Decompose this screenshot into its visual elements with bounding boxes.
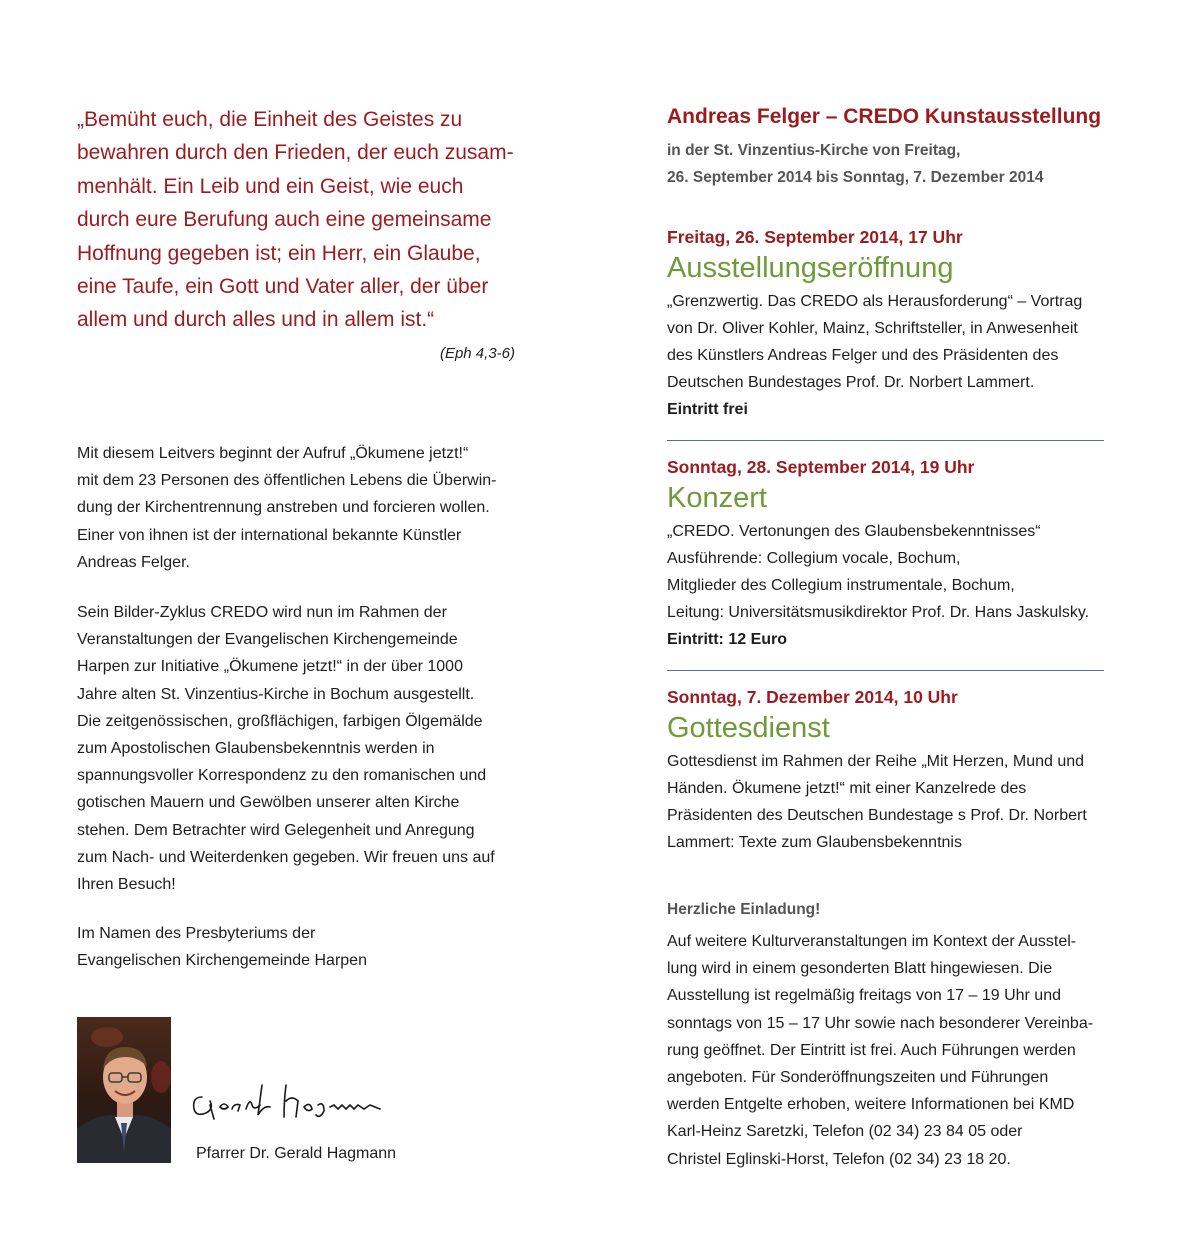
text-line: rung geöffnet. Der Eintritt ist frei. Auch Führungen werden [667,1041,1076,1059]
intro-paragraph [77,440,527,576]
text-line: mit dem 23 Personen des öffentlichen Lebens die Überwin- [77,472,497,490]
quote-line: eine Taufe, ein Gott und Vater aller, der über [77,275,489,299]
text-line: Präsidenten des Deutschen Bundestage s Prof. Dr. Norbert [667,807,1087,824]
event-description [667,748,1107,856]
event-opening [667,224,1107,423]
text-line: lung wird in einem gesonderten Blatt hingewiesen. Die [667,960,1053,978]
invitation-text [667,928,1107,1173]
event-title: Ausstellungseröffnung [667,252,954,284]
text-line: Harpen zur Initiative „Ökumene jetzt!“ in der über 1000 [77,658,463,676]
text-line: gotischen Mauern und Gewölben unserer alten Kirche [77,794,460,812]
event-concert [667,454,1107,653]
text-line: „Grenzwertig. Das CREDO als Herausforderung“ – Vortrag [667,293,1083,310]
bible-quote [77,103,522,337]
divider [667,440,1104,441]
signer-name: Pfarrer Dr. Gerald Hagmann [196,1145,397,1162]
event-title: Gottesdienst [667,712,830,744]
text-line: „CREDO. Vertonungen des Glaubensbekenntnisses“ [667,523,1041,540]
text-line: Ausstellung ist regelmäßig freitags von 17 – 19 Uhr und [667,987,1061,1005]
text-line: Karl-Heinz Saretzki, Telefon (02 34) 23 84 05 oder [667,1123,1023,1141]
event-service [667,684,1107,856]
quote-source: (Eph 4,3-6) [439,345,515,362]
event-description [667,518,1107,626]
text-line: stehen. Dem Betrachter wird Gelegenheit und Anregung [77,821,475,839]
text-line: des Künstlers Andreas Felger und des Präsidenten des [667,347,1059,364]
text-line: angeboten. Für Sonderöffnungszeiten und Führungen [667,1069,1049,1087]
text-line: Die zeitgenössischen, großflächigen, farbigen Ölgemälde [77,712,483,730]
portrait-photo [77,1017,171,1163]
text-line: Auf weitere Kulturveranstaltungen im Kontext der Ausstel- [667,933,1077,950]
event-date: Freitag, 26. September 2014, 17 Uhr [667,227,963,247]
text-line: Einer von ihnen ist der international bekannte Künstler [77,526,462,544]
invitation-heading: Herzliche Einladung! [667,901,821,918]
exhibition-subtitle [667,137,1043,191]
text-line: Leitung: Universitätsmusikdirektor Prof. Dr. Hans Jaskulsky. [667,604,1090,621]
text-line: werden Entgelte erhoben, weitere Informationen bei KMD [667,1096,1075,1114]
subtitle-line: in der St. Vinzentius-Kirche von Freitag, [667,142,961,159]
text-line: Mit diesem Leitvers beginnt der Aufruf „Ökumene jetzt!“ [77,445,469,462]
event-date: Sonntag, 7. Dezember 2014, 10 Uhr [667,687,958,707]
signature-graphic [188,1075,388,1130]
text-line: zum Apostolischen Glaubensbekenntnis werden in [77,740,435,758]
event-description [667,288,1107,396]
event-date: Sonntag, 28. September 2014, 19 Uhr [667,457,975,477]
event-entry: Eintritt frei [667,401,748,418]
text-line: dung der Kirchentrennung anstreben und forcieren wollen. [77,499,490,517]
divider [667,670,1104,671]
text-line: Ausführende: Collegium vocale, Bochum, [667,550,961,567]
text-line: von Dr. Oliver Kohler, Mainz, Schriftsteller, in Anwesenheit [667,320,1078,337]
text-line: Evangelischen Kirchengemeinde Harpen [77,952,367,970]
event-title: Konzert [667,482,767,514]
subtitle-line: 26. September 2014 bis Sonntag, 7. Dezember 2014 [667,169,1044,186]
text-line: Mitglieder des Collegium instrumentale, Bochum, [667,577,1015,594]
text-line: Lammert: Texte zum Glaubensbekenntnis [667,834,962,851]
text-line: Jahre alten St. Vinzentius-Kirche in Bochum ausgestellt. [77,685,475,703]
text-line: Ihren Besuch! [77,876,176,894]
exhibition-paragraph [77,599,527,898]
text-line: Deutschen Bundestages Prof. Dr. Norbert Lammert. [667,374,1035,391]
text-line: Sein Bilder-Zyklus CREDO wird nun im Rahmen der [77,604,447,621]
text-line: Händen. Ökumene jetzt!“ mit einer Kanzelrede des [667,780,1027,797]
text-line: Gottesdienst im Rahmen der Reihe „Mit Herzen, Mund und [667,753,1085,770]
exhibition-title: Andreas Felger – CREDO Kunstausstellung [667,105,1102,128]
text-line: Veranstaltungen der Evangelischen Kirchengemeinde [77,631,458,649]
quote-line: Hoffnung gegeben ist; ein Herr, ein Glaube, [77,241,481,265]
text-line: spannungsvoller Korrespondenz zu den romanischen und [77,767,487,785]
text-line: Andreas Felger. [77,553,190,571]
text-line: zum Nach- und Weiterdenken gegeben. Wir freuen uns auf [77,848,495,866]
quote-line: allem und durch alles und in allem ist.“ [77,308,435,332]
event-entry: Eintritt: 12 Euro [667,631,788,648]
quote-line: menhält. Ein Leib und ein Geist, wie euch [77,174,464,198]
text-line: Im Namen des Presbyteriums der [77,925,316,942]
quote-line: durch eure Berufung auch eine gemeinsame [77,208,492,232]
text-line: sonntags von 15 – 17 Uhr sowie nach besonderer Vereinba- [667,1014,1094,1032]
text-line: Christel Eglinski-Horst, Telefon (02 34) 23 18 20. [667,1150,1011,1168]
quote-line: „Bemüht euch, die Einheit des Geistes zu [77,108,463,131]
closing-paragraph [77,920,527,974]
quote-line: bewahren durch den Frieden, der euch zusam- [77,141,514,165]
